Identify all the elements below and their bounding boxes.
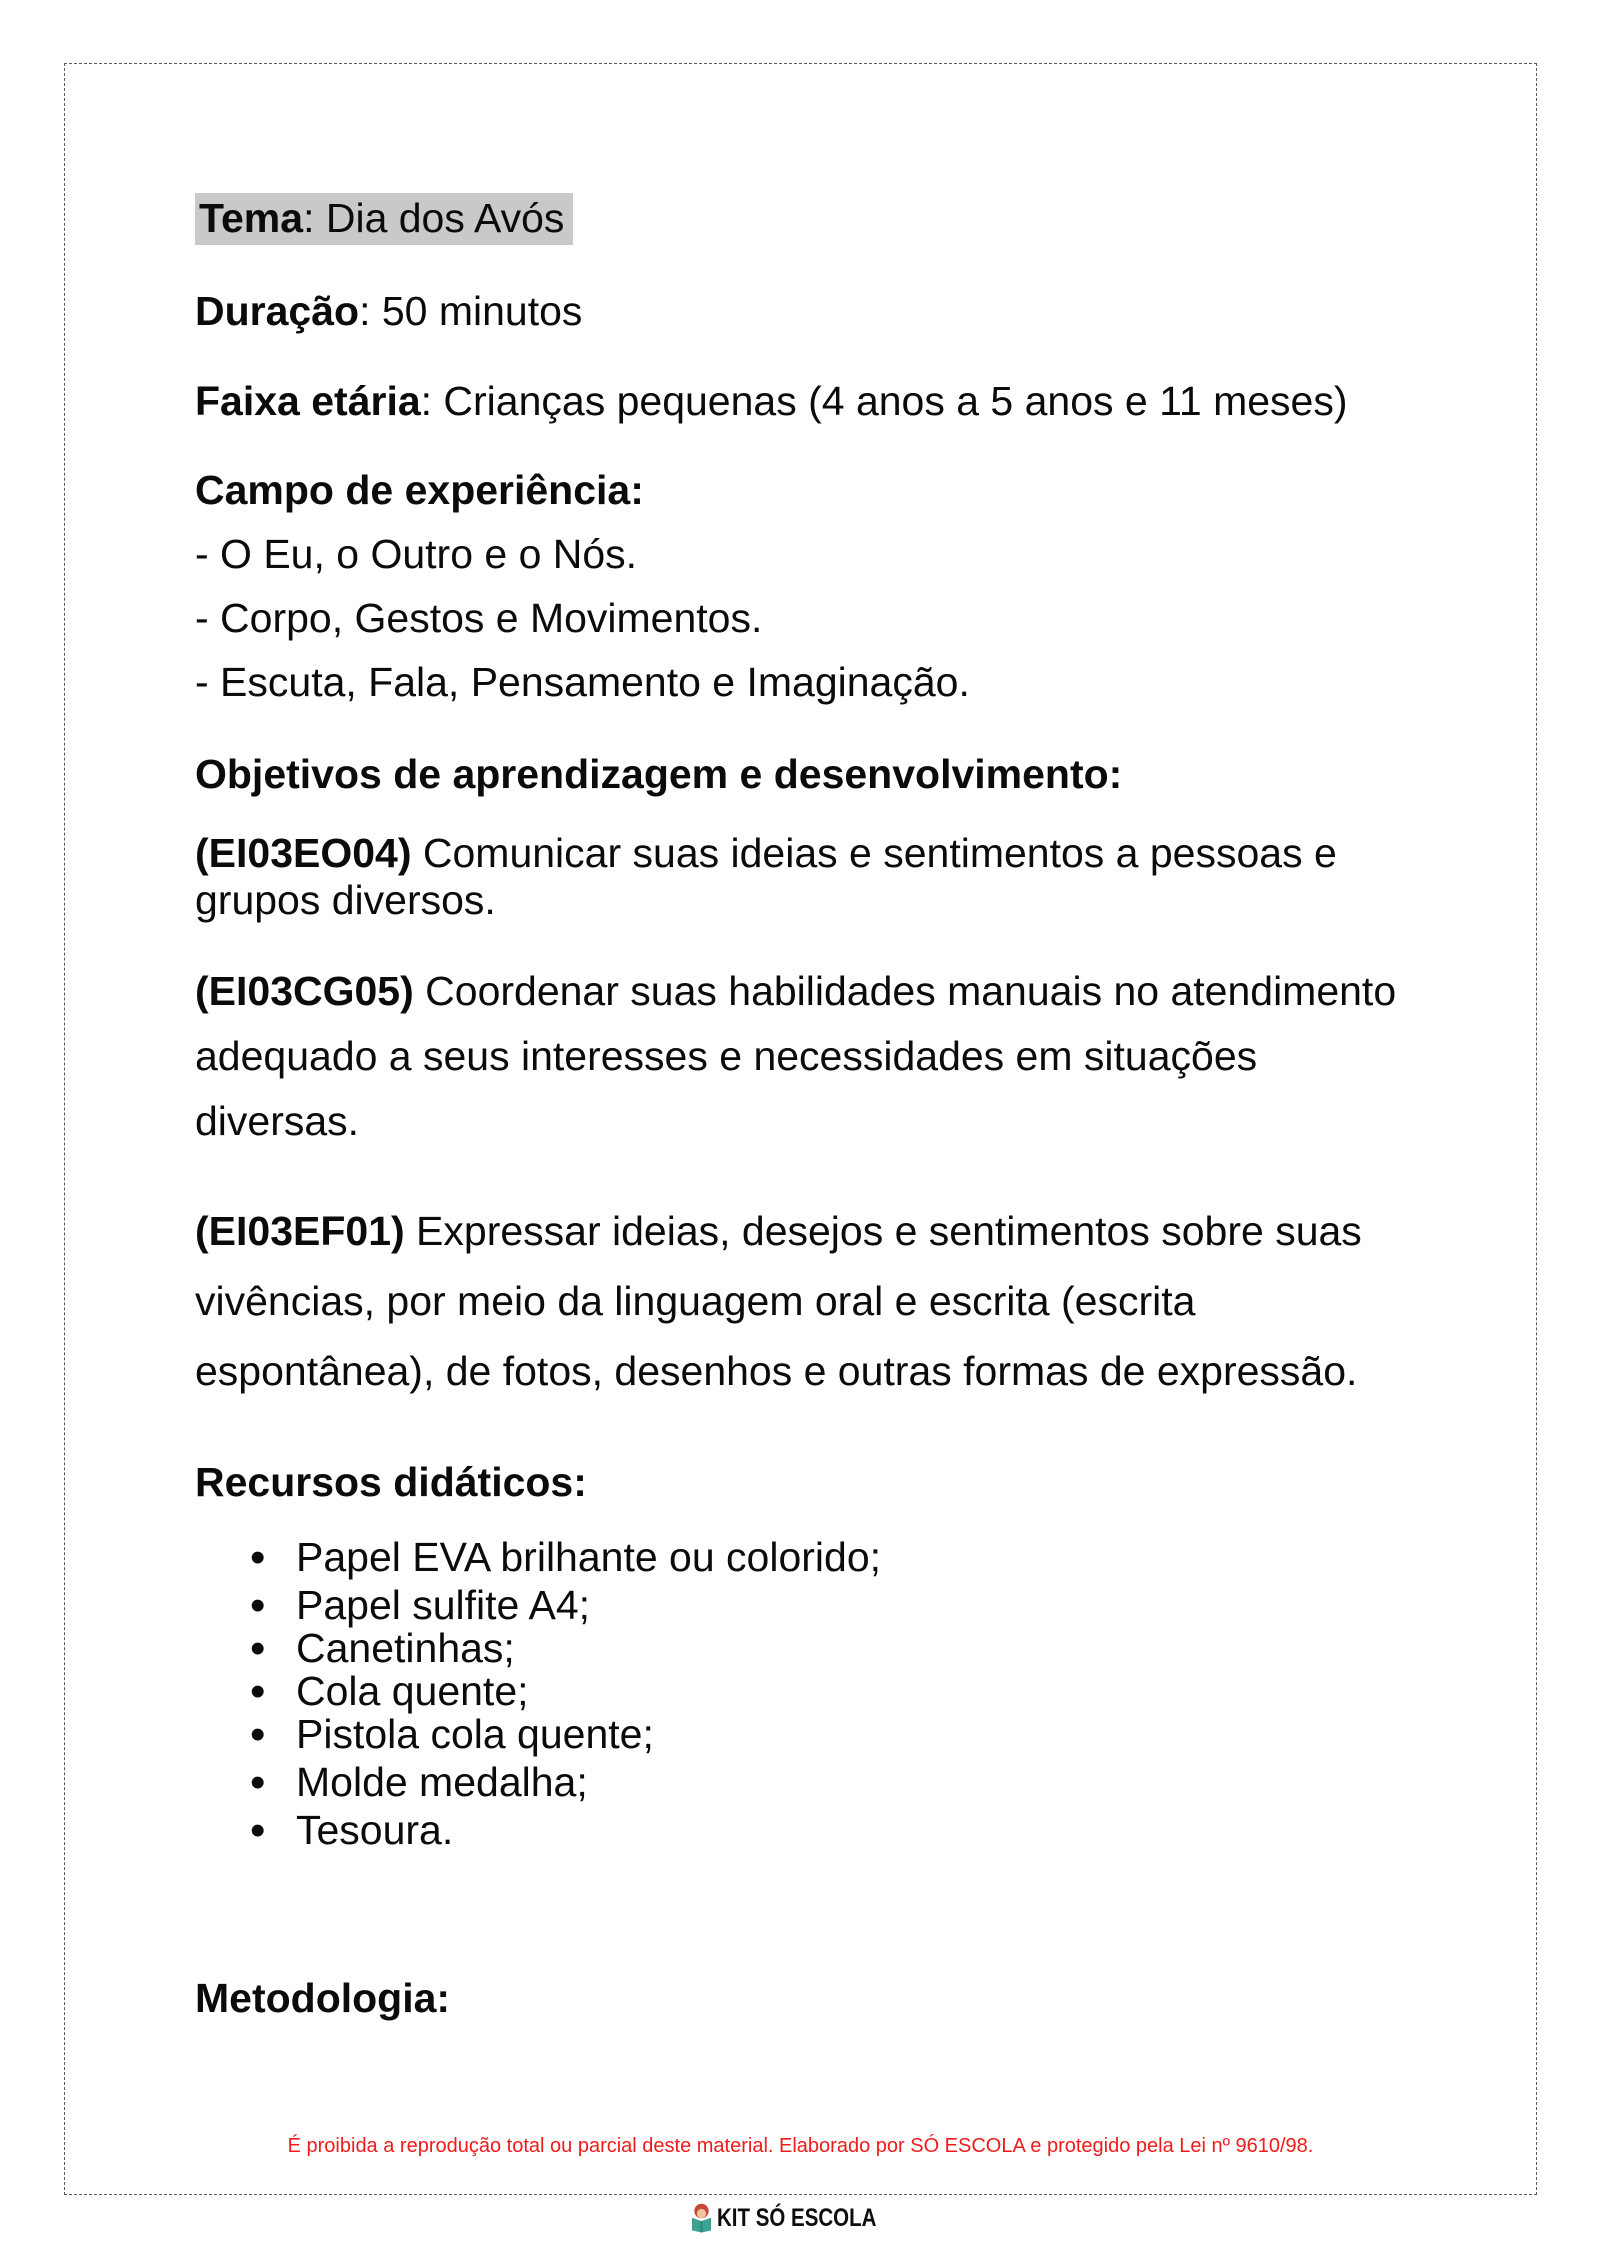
campo-item: - Corpo, Gestos e Movimentos. bbox=[195, 595, 763, 641]
brand-text: KIT SÓ ESCOLA bbox=[716, 2203, 877, 2232]
tema-highlight bbox=[195, 193, 573, 245]
campo-item: - O Eu, o Outro e o Nós. bbox=[195, 531, 638, 577]
faixa-etaria-value: : Crianças pequenas (4 anos a 5 anos e 11 meses) bbox=[420, 378, 1348, 424]
duracao-line bbox=[195, 287, 1436, 335]
recurso-item: • Papel EVA brilhante ou colorido; bbox=[250, 1536, 1436, 1579]
objetivo-paragraph bbox=[195, 1196, 1436, 1406]
recursos-list bbox=[250, 1536, 1436, 1852]
recurso-item: • Canetinhas; bbox=[250, 1627, 1436, 1670]
recurso-item: • Tesoura. bbox=[250, 1809, 1436, 1852]
tema-line bbox=[195, 193, 1436, 245]
recurso-item: • Molde medalha; bbox=[250, 1761, 1436, 1804]
objetivo-code: (EI03EO04) bbox=[195, 830, 412, 876]
page-frame bbox=[64, 63, 1537, 2195]
faixa-etaria-line bbox=[195, 377, 1436, 425]
objetivo-text: Comunicar suas ideias e sentimentos a pessoas e grupos diversos. bbox=[195, 830, 1337, 923]
objetivo-text: Expressar ideias, desejos e sentimentos sobre suas vivências, por meio da linguagem oral e escrita (escrita espontânea), de fotos, desenhos e outras formas de expressão. bbox=[195, 1208, 1362, 1394]
document-content bbox=[65, 64, 1536, 2022]
objetivo-code: (EI03EF01) bbox=[195, 1208, 405, 1254]
reading-person-logo-icon bbox=[689, 2203, 714, 2233]
campo-heading: Campo de experiência: bbox=[195, 467, 644, 513]
brand-footer bbox=[0, 2203, 1600, 2233]
objetivo-paragraph bbox=[195, 959, 1425, 1154]
recursos-heading: Recursos didáticos: bbox=[195, 1459, 587, 1505]
metodologia-heading: Metodologia: bbox=[195, 1975, 451, 2021]
recurso-item: • Cola quente; bbox=[250, 1670, 1436, 1713]
duracao-value: : 50 minutos bbox=[359, 288, 583, 334]
recurso-item: • Papel sulfite A4; bbox=[250, 1584, 1436, 1627]
duracao-label: Duração bbox=[195, 288, 360, 334]
objetivos-heading: Objetivos de aprendizagem e desenvolvimento: bbox=[195, 751, 1123, 797]
objetivo-code: (EI03CG05) bbox=[195, 968, 414, 1014]
objetivo-text: Coordenar suas habilidades manuais no atendimento adequado a seus interesses e necessidades em situações diversas. bbox=[195, 968, 1397, 1144]
tema-value: : Dia dos Avós bbox=[303, 195, 565, 241]
objetivo-paragraph bbox=[195, 830, 1436, 924]
campo-item: - Escuta, Fala, Pensamento e Imaginação. bbox=[195, 659, 970, 705]
tema-label: Tema bbox=[199, 195, 304, 241]
recurso-item: • Pistola cola quente; bbox=[250, 1713, 1436, 1756]
faixa-etaria-label: Faixa etária bbox=[195, 378, 421, 424]
copyright-notice: É proibida a reprodução total ou parcial deste material. Elaborado por SÓ ESCOLA e protegido pela Lei nº 9610/98. bbox=[287, 2135, 1314, 2157]
